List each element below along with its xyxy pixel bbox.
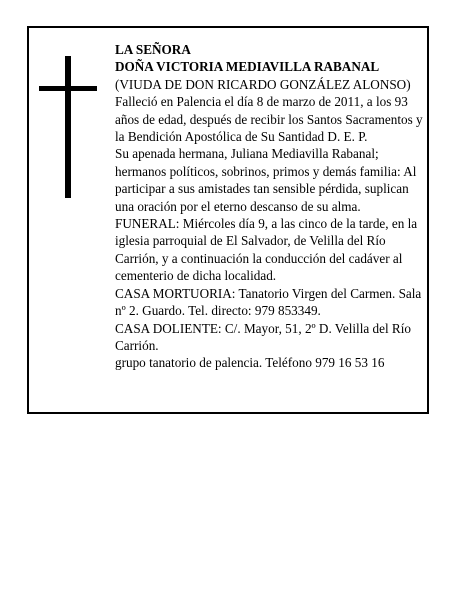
mourning-home-paragraph: CASA DOLIENTE: C/. Mayor, 51, 2º D. Velilla del Río Carrión.	[115, 320, 411, 353]
notice-title: LA SEÑORA	[115, 42, 191, 57]
obituary-text	[115, 41, 427, 372]
widow-of: (VIUDA DE DON RICARDO GONZÁLEZ ALONSO)	[115, 76, 411, 92]
funeral-paragraph: FUNERAL: Miércoles día 9, a las cinco de la tarde, en la iglesia parroquial de El Salvador, de Velilla del Río Carrión, y a continuación la conducción del cadáver al cementerio de dicha localidad.	[115, 216, 418, 284]
cross-vertical-bar	[65, 56, 71, 198]
family-paragraph: Su apenada hermana, Juliana Mediavilla Rabanal; hermanos políticos, sobrinos, primos y demás familia: Al participar a sus amistades tan sensible pérdida, suplican una oración por el eterno descanso de su alma.	[115, 146, 417, 214]
cross-horizontal-bar	[39, 86, 97, 91]
latin-cross-icon	[39, 56, 97, 198]
mortuary-paragraph: CASA MORTUORIA: Tanatorio Virgen del Carmen. Sala nº 2. Guardo. Tel. directo: 979 853349.	[115, 285, 422, 319]
deceased-name: DOÑA VICTORIA MEDIAVILLA RABANAL	[115, 59, 380, 75]
obituary-notice	[27, 26, 429, 414]
death-paragraph: Falleció en Palencia el día 8 de marzo de 2011, a los 93 años de edad, después de recibir los Santos Sacramentos y la Bendición Apostólica de Su Santidad D. E. P.	[115, 94, 423, 145]
funeral-home-footer: grupo tanatorio de palencia. Teléfono 979 16 53 16	[115, 355, 385, 371]
